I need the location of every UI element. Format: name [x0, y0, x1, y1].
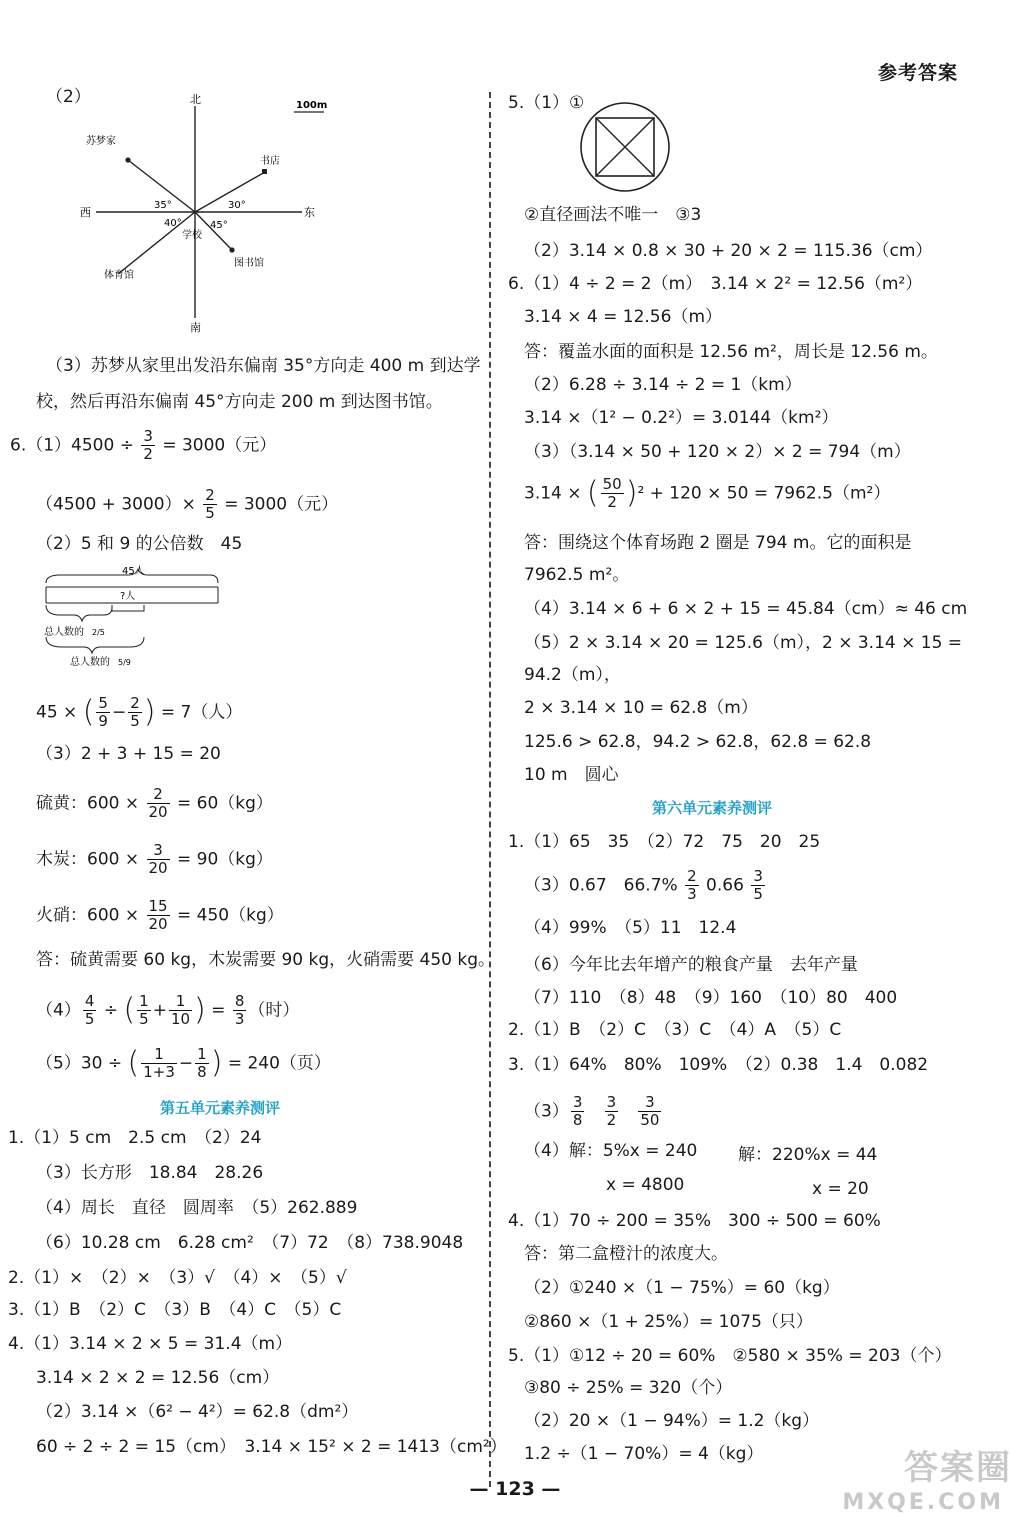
fraction-1-8: $\frac{1}{8}$: [197, 1045, 207, 1081]
part2-frac: 5/9: [118, 658, 131, 667]
fraction-2-5: $\frac{2}{5}$: [205, 486, 215, 522]
bookstore-label: 书店: [260, 156, 280, 167]
u6-11: 4.（1）70 ÷ 200 = 35% 300 ÷ 500 = 60%: [508, 1211, 881, 1231]
u6-1: 1.（1）65 35 （2）72 75 20 25: [508, 832, 821, 852]
r6-12: 94.2（m），: [524, 665, 621, 685]
library-label: 图书馆: [234, 258, 264, 269]
angle-40: 40°: [164, 218, 182, 229]
fraction-50-2: $\frac{50}{2}$: [602, 475, 622, 511]
r6-10: （4）3.14 × 6 + 6 × 2 + 15 = 45.84（cm）≈ 46 cm: [524, 599, 968, 619]
west-label: 西: [80, 206, 91, 219]
fraction-3-2: $\frac{3}{2}$: [143, 427, 153, 463]
q6-9: 答：硫黄需要 60 kg，木炭需要 90 kg，火硝需要 450 kg。: [36, 950, 496, 970]
u6-6: 2.（1）B （2）C （3）C （4）A （5）C: [508, 1020, 842, 1040]
angle-35: 35°: [154, 200, 172, 211]
u6-5: （7）110 （8）48 （9）160 （10）80 400: [524, 988, 898, 1008]
u6-7: 3.（1）64% 80% 109% （2）0.38 1.4 0.082: [508, 1055, 929, 1075]
q6-5: （3）2 + 3 + 15 = 20: [36, 744, 221, 764]
south-label: 南: [190, 321, 201, 334]
fraction-3-50: $\frac{3}{50}$: [640, 1093, 660, 1129]
total-label: 45人: [122, 566, 145, 577]
q6-1: 6.（1）4500 ÷ $\frac{3}{2}$ = 3000（元）: [10, 427, 277, 463]
north-label: 北: [190, 93, 201, 106]
r6-14: 125.6 > 62.8，94.2 > 62.8，62.8 = 62.8: [524, 732, 872, 752]
u5-7: 4.（1）3.14 × 2 × 5 = 31.4（m）: [8, 1334, 293, 1354]
part1-frac: 2/5: [92, 628, 105, 637]
page-header-title: 参考答案: [877, 62, 958, 84]
u5-5: 2.（1）× （2）× （3）√ （4）× （5）√: [8, 1268, 347, 1288]
q6-3: （2）5 和 9 的公倍数 45: [36, 534, 243, 554]
watermark-url: MXQE.COM: [842, 1490, 1004, 1515]
unknown-label: ?人: [120, 591, 136, 602]
u6-9b: 解：220%x = 44: [738, 1145, 878, 1165]
r6-6: （3）（3.14 × 50 + 120 × 2）× 2 = 794（m）: [524, 442, 911, 462]
q6-2: （4500 + 3000）× $\frac{2}{5}$ = 3000（元）: [36, 486, 339, 522]
r5-label: 5.（1）①: [508, 93, 585, 113]
fraction-5-9: $\frac{5}{9}$: [98, 694, 108, 730]
u6-9a: （4）解：5%x = 240: [524, 1141, 698, 1161]
fraction-1-10: $\frac{1}{10}$: [170, 992, 191, 1028]
fraction-3-5: $\frac{3}{5}$: [753, 867, 763, 903]
circle-square-figure: [578, 100, 672, 194]
q6-11: （5）30 ÷ ( $\frac{1}{1+3}$ − $\frac{1}{8}$ ) = 240（页）: [36, 1045, 331, 1081]
part2-label: 总人数的: [70, 657, 110, 668]
u5-10: 60 ÷ 2 ÷ 2 = 15（cm） 3.14 × 15² × 2 = 1413（cm²）: [36, 1437, 507, 1457]
home-point: [125, 157, 130, 162]
q6-7: 木炭：600 × $\frac{3}{20}$ = 90（kg）: [36, 841, 273, 877]
u5-6: 3.（1）B （2）C （3）B （4）C （5）C: [8, 1300, 342, 1320]
q3-line1: （3）苏梦从家里出发沿东偏南 35°方向走 400 m 到达学: [46, 356, 481, 376]
u6-12: 答：第二盒橙汁的浓度大。: [524, 1244, 728, 1264]
map-part-label: （2）: [46, 87, 91, 107]
q6-4: 45 × ( $\frac{5}{9}$ − $\frac{2}{5}$ ) = 7（人）: [36, 694, 243, 730]
u5-3: （4）周长 直径 圆周率 （5）262.889: [36, 1198, 358, 1218]
home-label: 苏梦家: [86, 136, 116, 147]
u5-4: （6）10.28 cm 6.28 cm² （7）72 （8）738.9048: [36, 1233, 464, 1253]
u6-10b: x = 20: [812, 1179, 869, 1199]
unit5-title: 第五单元素养测评: [160, 1099, 281, 1117]
library-point: [229, 247, 234, 252]
u6-10a: x = 4800: [606, 1175, 685, 1195]
u5-1: 1.（1）5 cm 2.5 cm （2）24: [8, 1128, 262, 1148]
u6-8: （3） $\frac{3}{8}$ $\frac{3}{2}$ $\frac{3}{50}$: [524, 1093, 660, 1129]
u6-14: ②860 ×（1 + 25%）= 1075（只）: [524, 1312, 813, 1332]
q6-10: （4） $\frac{4}{5}$ ÷ ( $\frac{1}{5}$ + $\frac{1}{10}$ ) = $\frac{8}{3}$ （时）: [36, 992, 300, 1028]
r6-13: 2 × 3.14 × 10 = 62.8（m）: [524, 698, 758, 718]
fraction-1-1p3: $\frac{1}{1+3}$: [143, 1045, 175, 1081]
q3-line2: 校，然后再沿东偏南 45°方向走 200 m 到达图书馆。: [36, 392, 443, 412]
fraction-2-5b: $\frac{2}{5}$: [130, 694, 140, 730]
r6-4: （2）6.28 ÷ 3.14 ÷ 2 = 1（km）: [524, 375, 802, 395]
r5-3: （2）3.14 × 0.8 × 30 + 20 × 2 = 115.36（cm）: [524, 241, 933, 261]
fraction-2-3: $\frac{2}{3}$: [687, 867, 697, 903]
r6-11: （5）2 × 3.14 × 20 = 125.6（m），2 × 3.14 × 15 =: [524, 633, 963, 653]
fraction-2-20: $\frac{2}{20}$: [148, 785, 168, 821]
u6-16: ③80 ÷ 25% = 320（个）: [524, 1378, 733, 1398]
r5-2: ②直径画法不唯一 ③3: [524, 205, 702, 225]
r6-7: 3.14 × ( $\frac{50}{2}$ )² + 120 × 50 = 7962.5（m²）: [524, 475, 891, 511]
fraction-3-8: $\frac{3}{8}$: [572, 1093, 583, 1129]
q6-8: 火硝：600 × $\frac{15}{20}$ = 450（kg）: [36, 897, 284, 933]
fraction-3-2b: $\frac{3}{2}$: [606, 1093, 617, 1129]
u6-13: （2）①240 ×（1 − 75%）= 60（kg）: [524, 1278, 840, 1298]
fraction-8-3: $\frac{8}{3}$: [234, 992, 245, 1028]
scale-label: 100m: [296, 100, 328, 111]
part1-label: 总人数的: [44, 627, 84, 638]
unit6-title: 第六单元素养测评: [652, 799, 773, 817]
bookstore-point: [262, 169, 267, 174]
u5-8: 3.14 × 2 × 2 = 12.56（cm）: [36, 1368, 280, 1388]
r6-5: 3.14 ×（1² − 0.2²）= 3.0144（km²）: [524, 408, 839, 428]
fraction-15-20: $\frac{15}{20}$: [148, 897, 168, 933]
q6-6: 硫黄：600 × $\frac{2}{20}$ = 60（kg）: [36, 785, 273, 821]
u6-3: （4）99% （5）11 12.4: [524, 918, 737, 938]
r6-8: 答：围绕这个体育场跑 2 圈是 794 m。它的面积是: [524, 533, 912, 553]
east-label: 东: [304, 206, 315, 219]
u5-2: （3）长方形 18.84 28.26: [36, 1163, 264, 1183]
u5-9: （2）3.14 ×（6² − 4²）= 62.8（dm²）: [36, 1402, 359, 1422]
r6-1: 6.（1）4 ÷ 2 = 2（m） 3.14 × 2² = 12.56（m²）: [508, 274, 923, 294]
fraction-4-5: $\frac{4}{5}$: [84, 992, 95, 1028]
watermark-logo: 答案圈: [904, 1448, 1012, 1488]
u6-17: （2）20 ×（1 − 94%）= 1.2（kg）: [524, 1411, 820, 1431]
angle-45: 45°: [210, 220, 228, 231]
angle-30: 30°: [228, 200, 246, 211]
column-divider: [489, 92, 491, 1487]
school-label: 学校: [182, 230, 202, 241]
r6-9: 7962.5 m²。: [524, 565, 630, 585]
r6-2: 3.14 × 4 = 12.56（m）: [524, 307, 722, 327]
u6-2: （3）0.67 66.7% $\frac{2}{3}$ 0.66 $\frac{3}{5}$: [524, 867, 763, 903]
fraction-3-20: $\frac{3}{20}$: [148, 841, 168, 877]
u6-15: 5.（1）①12 ÷ 20 = 60% ②580 × 35% = 203（个）: [508, 1346, 952, 1366]
u6-18: 1.2 ÷（1 − 70%）= 4（kg）: [524, 1444, 764, 1464]
fraction-1-5: $\frac{1}{5}$: [139, 992, 149, 1028]
r6-15: 10 m 圆心: [524, 765, 619, 785]
u6-4: （6）今年比去年增产的粮食产量 去年产量: [524, 955, 858, 975]
line-to-gym: [118, 212, 195, 274]
gym-label: 体育馆: [104, 270, 134, 281]
page-number: — 123 —: [469, 1478, 561, 1500]
direction-map: [70, 88, 330, 338]
bracket-diagram: [40, 565, 230, 670]
r6-3: 答：覆盖水面的面积是 12.56 m²，周长是 12.56 m。: [524, 342, 938, 362]
